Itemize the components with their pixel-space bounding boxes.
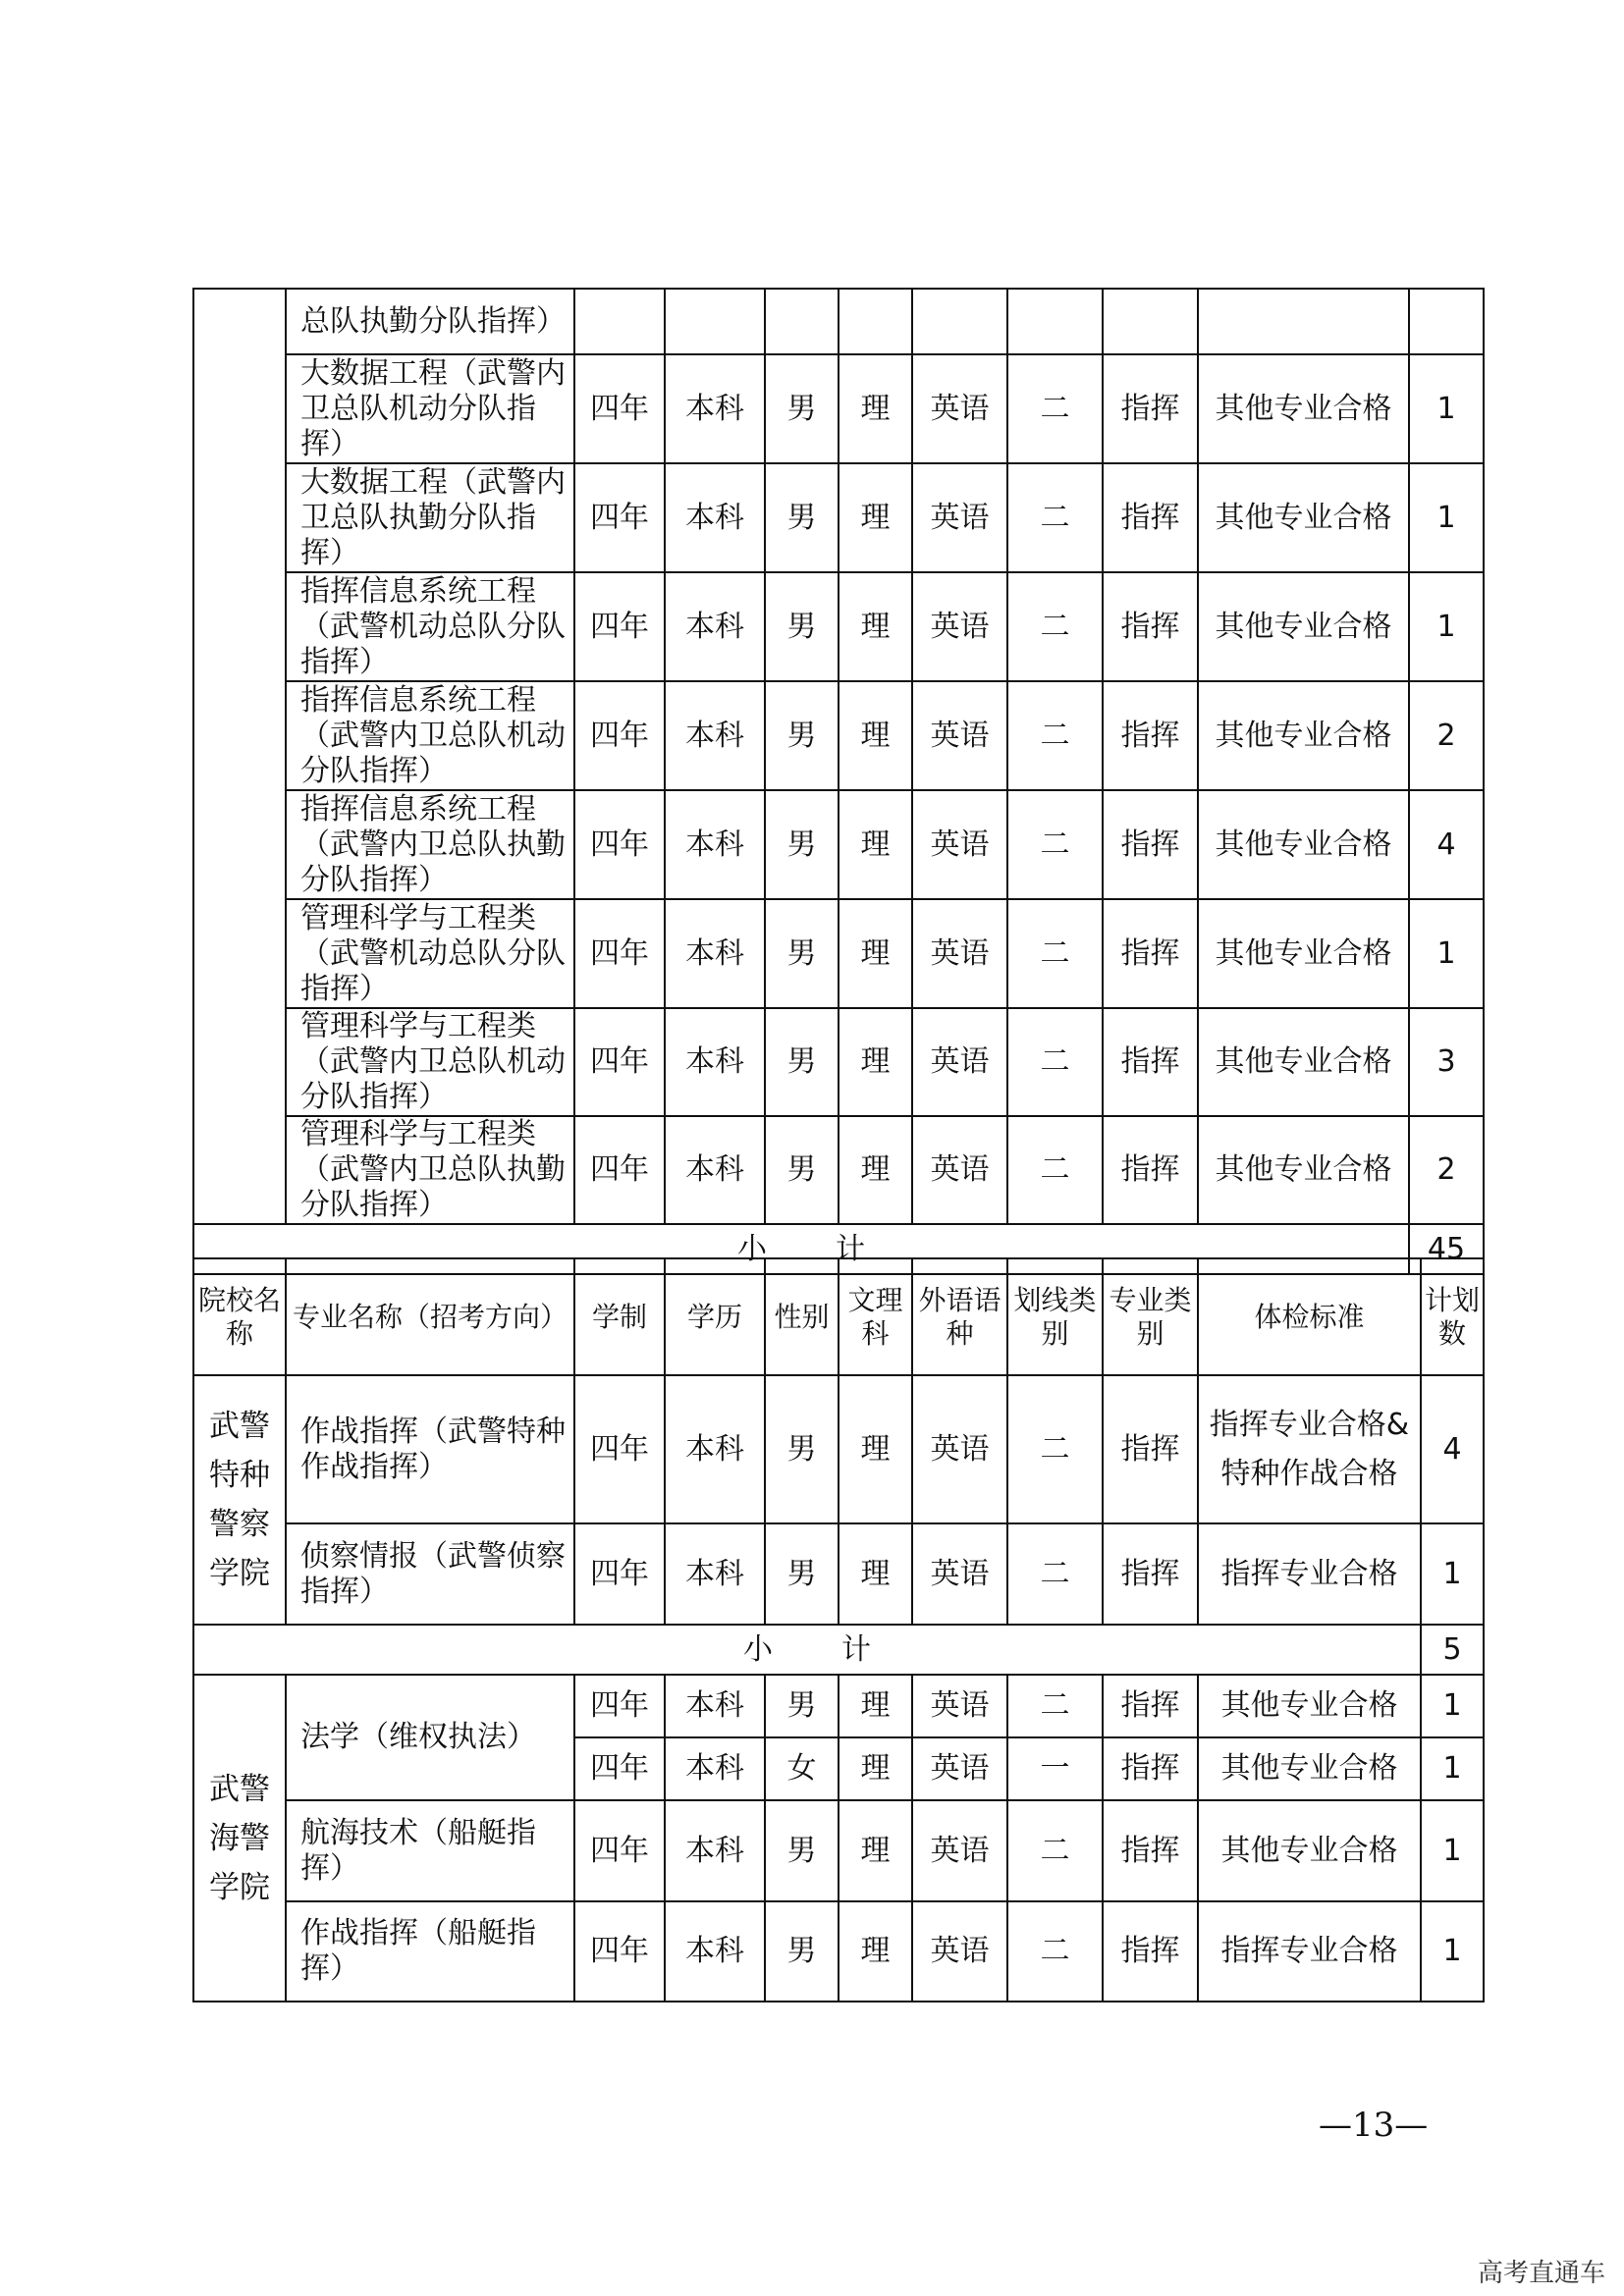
plan-cell: 1 <box>1409 463 1484 572</box>
major-cell: 管理科学与工程类（武警内卫总队机动分队指挥） <box>286 1008 574 1116</box>
language-cell: 英语 <box>912 1800 1007 1901</box>
gender-cell: 男 <box>765 1901 839 2002</box>
years-cell: 四年 <box>574 1523 665 1625</box>
subject-cell: 理 <box>839 572 912 681</box>
exam-cell: 其他专业合格 <box>1198 1008 1409 1116</box>
major-cell: 总队执勤分队指挥） <box>286 289 574 354</box>
language-cell: 英语 <box>912 463 1007 572</box>
subtotal-value: 5 <box>1421 1625 1484 1675</box>
table-row <box>193 1375 1484 1523</box>
exam-cell: 其他专业合格 <box>1198 1800 1421 1901</box>
gender-cell: 男 <box>765 790 839 899</box>
language-cell: 英语 <box>912 1523 1007 1625</box>
batch-cell: 一 <box>1007 1737 1103 1800</box>
major-cell: 作战指挥（船艇指挥） <box>286 1901 574 2002</box>
table-row <box>193 1675 1484 1737</box>
batch-cell: 二 <box>1007 1375 1103 1523</box>
header-years: 学制 <box>574 1258 665 1375</box>
plan-cell: 1 <box>1421 1737 1484 1800</box>
major-cell: 大数据工程（武警内卫总队执勤分队指挥） <box>286 463 574 572</box>
exam-cell: 其他专业合格 <box>1198 681 1409 790</box>
subtotal-value: 45 <box>1409 1224 1484 1274</box>
plan-cell: 1 <box>1409 572 1484 681</box>
language-cell: 英语 <box>912 1675 1007 1737</box>
subject-cell: 理 <box>839 1008 912 1116</box>
degree-cell: 本科 <box>665 572 765 681</box>
category-cell: 指挥 <box>1103 572 1198 681</box>
exam-cell: 指挥专业合格 <box>1198 1901 1421 2002</box>
gender-cell: 男 <box>765 463 839 572</box>
language-cell: 英语 <box>912 572 1007 681</box>
header-gender: 性别 <box>765 1258 839 1375</box>
subject-cell: 理 <box>839 1523 912 1625</box>
plan-cell: 3 <box>1409 1008 1484 1116</box>
category-cell: 指挥 <box>1103 1523 1198 1625</box>
language-cell: 英语 <box>912 1737 1007 1800</box>
category-cell: 指挥 <box>1103 1901 1198 2002</box>
major-cell: 法学（维权执法） <box>286 1675 574 1800</box>
major-cell: 指挥信息系统工程（武警内卫总队机动分队指挥） <box>286 681 574 790</box>
category-cell: 指挥 <box>1103 1737 1198 1800</box>
watermark: 高考直通车 <box>1478 2259 1606 2288</box>
subject-cell: 理 <box>839 899 912 1008</box>
subject-cell: 理 <box>839 1901 912 2002</box>
category-cell: 指挥 <box>1103 681 1198 790</box>
category-cell: 指挥 <box>1103 463 1198 572</box>
category-cell: 指挥 <box>1103 899 1198 1008</box>
years-cell: 四年 <box>574 790 665 899</box>
exam-cell: 其他专业合格 <box>1198 463 1409 572</box>
gender-cell: 男 <box>765 1800 839 1901</box>
table-row <box>193 681 1484 790</box>
degree-cell: 本科 <box>665 463 765 572</box>
category-cell: 指挥 <box>1103 1375 1198 1523</box>
gender-cell: 男 <box>765 1675 839 1737</box>
plan-cell: 1 <box>1421 1800 1484 1901</box>
degree-cell: 本科 <box>665 354 765 463</box>
plan-cell: 2 <box>1409 681 1484 790</box>
batch-cell: 二 <box>1007 1523 1103 1625</box>
header-plan: 计划数 <box>1421 1258 1484 1375</box>
gender-cell: 女 <box>765 1737 839 1800</box>
gender-cell: 男 <box>765 681 839 790</box>
header-category: 专业类别 <box>1103 1258 1198 1375</box>
gender-cell: 男 <box>765 354 839 463</box>
plan-cell: 1 <box>1409 354 1484 463</box>
major-cell: 大数据工程（武警内卫总队机动分队指挥） <box>286 354 574 463</box>
batch-cell: 二 <box>1007 1675 1103 1737</box>
table-row <box>193 899 1484 1008</box>
degree-cell: 本科 <box>665 1800 765 1901</box>
plan-cell: 1 <box>1421 1901 1484 2002</box>
gender-cell: 男 <box>765 1375 839 1523</box>
degree-cell: 本科 <box>665 1675 765 1737</box>
table-row <box>193 790 1484 899</box>
degree-cell: 本科 <box>665 1523 765 1625</box>
subject-cell: 理 <box>839 1800 912 1901</box>
category-cell: 指挥 <box>1103 354 1198 463</box>
language-cell: 英语 <box>912 790 1007 899</box>
batch-cell: 二 <box>1007 1800 1103 1901</box>
years-cell: 四年 <box>574 572 665 681</box>
table-row <box>193 289 1484 354</box>
years-cell: 四年 <box>574 1737 665 1800</box>
gender-cell: 男 <box>765 1523 839 1625</box>
language-cell: 英语 <box>912 899 1007 1008</box>
table-row <box>193 1008 1484 1116</box>
plan-cell: 4 <box>1421 1375 1484 1523</box>
batch-cell: 二 <box>1007 681 1103 790</box>
degree-cell: 本科 <box>665 1008 765 1116</box>
exam-cell: 其他专业合格 <box>1198 899 1409 1008</box>
degree-cell: 本科 <box>665 1116 765 1224</box>
exam-cell: 其他专业合格 <box>1198 572 1409 681</box>
exam-cell: 其他专业合格 <box>1198 1675 1421 1737</box>
language-cell: 英语 <box>912 1375 1007 1523</box>
table-row <box>193 463 1484 572</box>
plan-cell: 1 <box>1421 1675 1484 1737</box>
subject-cell: 理 <box>839 681 912 790</box>
header-exam: 体检标准 <box>1198 1258 1421 1375</box>
header-degree: 学历 <box>665 1258 765 1375</box>
batch-cell: 二 <box>1007 463 1103 572</box>
batch-cell: 二 <box>1007 572 1103 681</box>
subject-cell: 理 <box>839 1375 912 1523</box>
batch-cell: 二 <box>1007 1008 1103 1116</box>
major-cell: 作战指挥（武警特种作战指挥） <box>286 1375 574 1523</box>
degree-cell: 本科 <box>665 790 765 899</box>
major-cell: 航海技术（船艇指挥） <box>286 1800 574 1901</box>
major-cell: 指挥信息系统工程（武警机动总队分队指挥） <box>286 572 574 681</box>
batch-cell: 二 <box>1007 354 1103 463</box>
major-cell: 管理科学与工程类（武警机动总队分队指挥） <box>286 899 574 1008</box>
batch-cell: 二 <box>1007 790 1103 899</box>
exam-cell: 指挥专业合格 <box>1198 1523 1421 1625</box>
subject-cell: 理 <box>839 1116 912 1224</box>
years-cell: 四年 <box>574 899 665 1008</box>
subtotal-label: 小 计 <box>193 1625 1421 1675</box>
subject-cell: 理 <box>839 1737 912 1800</box>
school-name-cell <box>193 289 286 1224</box>
major-cell: 指挥信息系统工程（武警内卫总队执勤分队指挥） <box>286 790 574 899</box>
header-major: 专业名称（招考方向） <box>286 1258 574 1375</box>
school-name-cell: 武警特种警察学院 <box>193 1375 286 1625</box>
years-cell: 四年 <box>574 681 665 790</box>
enrollment-table-continued <box>192 288 1485 1275</box>
category-cell: 指挥 <box>1103 1800 1198 1901</box>
years-cell: 四年 <box>574 1800 665 1901</box>
major-cell: 侦察情报（武警侦察指挥） <box>286 1523 574 1625</box>
degree-cell: 本科 <box>665 1375 765 1523</box>
plan-cell: 1 <box>1421 1523 1484 1625</box>
degree-cell: 本科 <box>665 681 765 790</box>
gender-cell: 男 <box>765 1008 839 1116</box>
category-cell: 指挥 <box>1103 790 1198 899</box>
exam-cell: 指挥专业合格&特种作战合格 <box>1198 1375 1421 1523</box>
plan-cell: 1 <box>1409 899 1484 1008</box>
category-cell: 指挥 <box>1103 1008 1198 1116</box>
subject-cell: 理 <box>839 1675 912 1737</box>
years-cell: 四年 <box>574 1116 665 1224</box>
years-cell: 四年 <box>574 1375 665 1523</box>
years-cell: 四年 <box>574 354 665 463</box>
header-subject: 文理科 <box>839 1258 912 1375</box>
degree-cell: 本科 <box>665 1737 765 1800</box>
header-school: 院校名称 <box>193 1258 286 1375</box>
language-cell: 英语 <box>912 354 1007 463</box>
degree-cell: 本科 <box>665 899 765 1008</box>
gender-cell: 男 <box>765 1116 839 1224</box>
plan-cell: 4 <box>1409 790 1484 899</box>
table-row <box>193 1800 1484 1901</box>
exam-cell: 其他专业合格 <box>1198 1737 1421 1800</box>
language-cell: 英语 <box>912 681 1007 790</box>
category-cell: 指挥 <box>1103 1675 1198 1737</box>
header-batch: 划线类别 <box>1007 1258 1103 1375</box>
exam-cell: 其他专业合格 <box>1198 790 1409 899</box>
subject-cell: 理 <box>839 463 912 572</box>
exam-cell: 其他专业合格 <box>1198 1116 1409 1224</box>
years-cell: 四年 <box>574 1675 665 1737</box>
gender-cell: 男 <box>765 899 839 1008</box>
table-row <box>193 572 1484 681</box>
subject-cell: 理 <box>839 354 912 463</box>
language-cell: 英语 <box>912 1116 1007 1224</box>
page-number: —13— <box>1319 2106 1429 2145</box>
header-language: 外语语种 <box>912 1258 1007 1375</box>
enrollment-table <box>192 1257 1485 2002</box>
subtotal-label: 小 计 <box>193 1224 1409 1274</box>
category-cell: 指挥 <box>1103 1116 1198 1224</box>
plan-cell: 2 <box>1409 1116 1484 1224</box>
years-cell: 四年 <box>574 1901 665 2002</box>
exam-cell: 其他专业合格 <box>1198 354 1409 463</box>
batch-cell: 二 <box>1007 899 1103 1008</box>
degree-cell: 本科 <box>665 1901 765 2002</box>
major-cell: 管理科学与工程类（武警内卫总队执勤分队指挥） <box>286 1116 574 1224</box>
school-name-cell: 武警海警学院 <box>193 1675 286 2002</box>
subject-cell: 理 <box>839 790 912 899</box>
batch-cell: 二 <box>1007 1901 1103 2002</box>
subtotal-row <box>193 1625 1484 1675</box>
table-row <box>193 1523 1484 1625</box>
language-cell: 英语 <box>912 1008 1007 1116</box>
language-cell: 英语 <box>912 1901 1007 2002</box>
table-row <box>193 354 1484 463</box>
batch-cell: 二 <box>1007 1116 1103 1224</box>
header-row <box>193 1258 1484 1375</box>
gender-cell: 男 <box>765 572 839 681</box>
years-cell: 四年 <box>574 463 665 572</box>
table-row <box>193 1116 1484 1224</box>
years-cell: 四年 <box>574 1008 665 1116</box>
table-row <box>193 1901 1484 2002</box>
